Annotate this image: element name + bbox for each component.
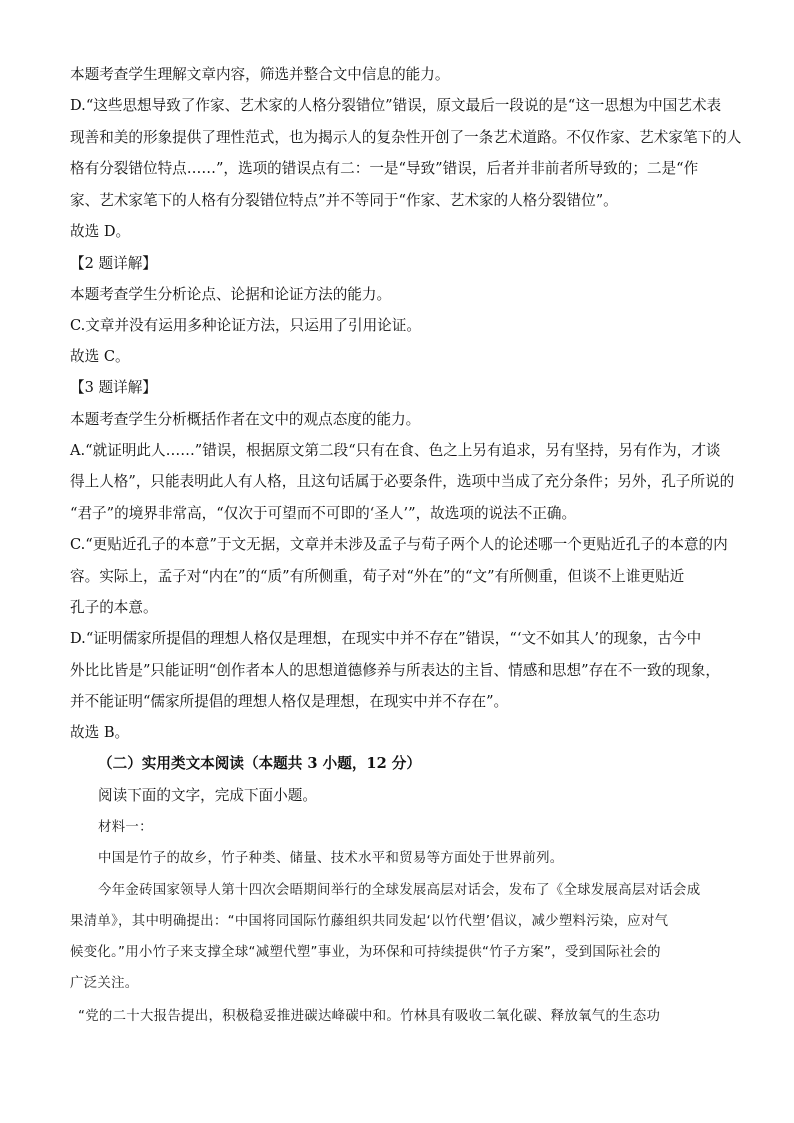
text-line: 本题考查学生分析概括作者在文中的观点态度的能力。 xyxy=(70,411,421,428)
text-line: 孔子的本意。 xyxy=(70,599,158,616)
material-line: “党的二十大报告提出，积极稳妥推进碳达峰碳中和。竹林具有吸收二氧化碳、释放氧气的生态功 xyxy=(78,1009,661,1024)
text-line: 故选 B。 xyxy=(70,724,130,741)
text-line: 得上人格”，只能表明此人有人格，且这句话属于必要条件，选项中当成了充分条件；另外，孔子所说的 xyxy=(70,473,735,490)
section-heading: 【2 题详解】 xyxy=(70,255,157,272)
text-line: 故选 C。 xyxy=(70,348,130,365)
material-line: 广泛关注。 xyxy=(70,976,139,991)
text-line: D.“证明儒家所提倡的理想人格仅是理想，在现实中并不存在”错误，“‘文不如其人’的现象，古今中 xyxy=(70,630,702,647)
text-line: 家、艺术家笔下的人格有分裂错位特点”并不等同于“作家、艺术家的人格分裂错位”。 xyxy=(70,192,618,209)
material-label: 材料一： xyxy=(98,820,153,835)
text-line: C.“更贴近孔子的本意”于文无据，文章并未涉及孟子与荀子两个人的论述哪一个更贴近孔子的本意的内 xyxy=(70,536,728,553)
instruction-text: 阅读下面的文字，完成下面小题。 xyxy=(98,787,317,804)
text-line: 故选 D。 xyxy=(70,223,131,240)
material-line: 候变化。”用小竹子来支撑全球“减塑代塑”事业，为环保和可持续提供“竹子方案”，受到国际社会的 xyxy=(70,945,661,960)
text-line: 现善和美的形象提供了理性范式，也为揭示人的复杂性开创了一条艺术道路。不仅作家、艺术家笔下的人 xyxy=(70,129,742,146)
text-line: A.“就证明此人……”错误，根据原文第二段“只有在食、色之上另有追求，另有坚持，另有作为，才谈 xyxy=(70,442,721,459)
text-line: 本题考查学生分析论点、论据和论证方法的能力。 xyxy=(70,286,392,303)
text-line: 外比比皆是”只能证明“创作者本人的思想道德修养与所表达的主旨、情感和思想”存在不一致的现象， xyxy=(70,662,720,679)
text-line: 容。实际上，孟子对“内在”的“质”有所侧重，荀子对“外在”的“文”有所侧重，但谈不上谁更贴近 xyxy=(70,568,685,585)
section-title: （二）实用类文本阅读（本题共 3 小题，12 分） xyxy=(98,755,421,772)
material-line: 果清单》，其中明确提出：“中国将同国际竹藤组织共同发起‘以竹代塑’倡议，减少塑料污染，应对气 xyxy=(70,914,669,929)
text-line: “君子”的境界非常高，“仅次于可望而不可即的‘圣人’”，故选项的说法不正确。 xyxy=(70,505,577,522)
text-line: 本题考查学生理解文章内容，筛选并整合文中信息的能力。 xyxy=(70,66,450,83)
material-line: 中国是竹子的故乡，竹子种类、储量、技术水平和贸易等方面处于世界前列。 xyxy=(98,851,564,866)
text-line: C.文章并没有运用多种论证方法，只运用了引用论证。 xyxy=(70,317,421,334)
text-line: 格有分裂错位特点……”，选项的错误点有二：一是“导致”错误，后者并非前者所导致的；二是“作 xyxy=(70,160,699,177)
text-line: D.“这些思想导致了作家、艺术家的人格分裂错位”错误，原文最后一段说的是“这一思想为中国艺术表 xyxy=(70,97,722,114)
text-line: 并不能证明“儒家所提倡的理想人格仅是理想，在现实中并不存在”。 xyxy=(70,693,509,710)
material-line: 今年金砖国家领导人第十四次会晤期间举行的全球发展高层对话会，发布了《全球发展高层对话会成 xyxy=(98,883,701,898)
section-heading: 【3 题详解】 xyxy=(70,379,157,396)
